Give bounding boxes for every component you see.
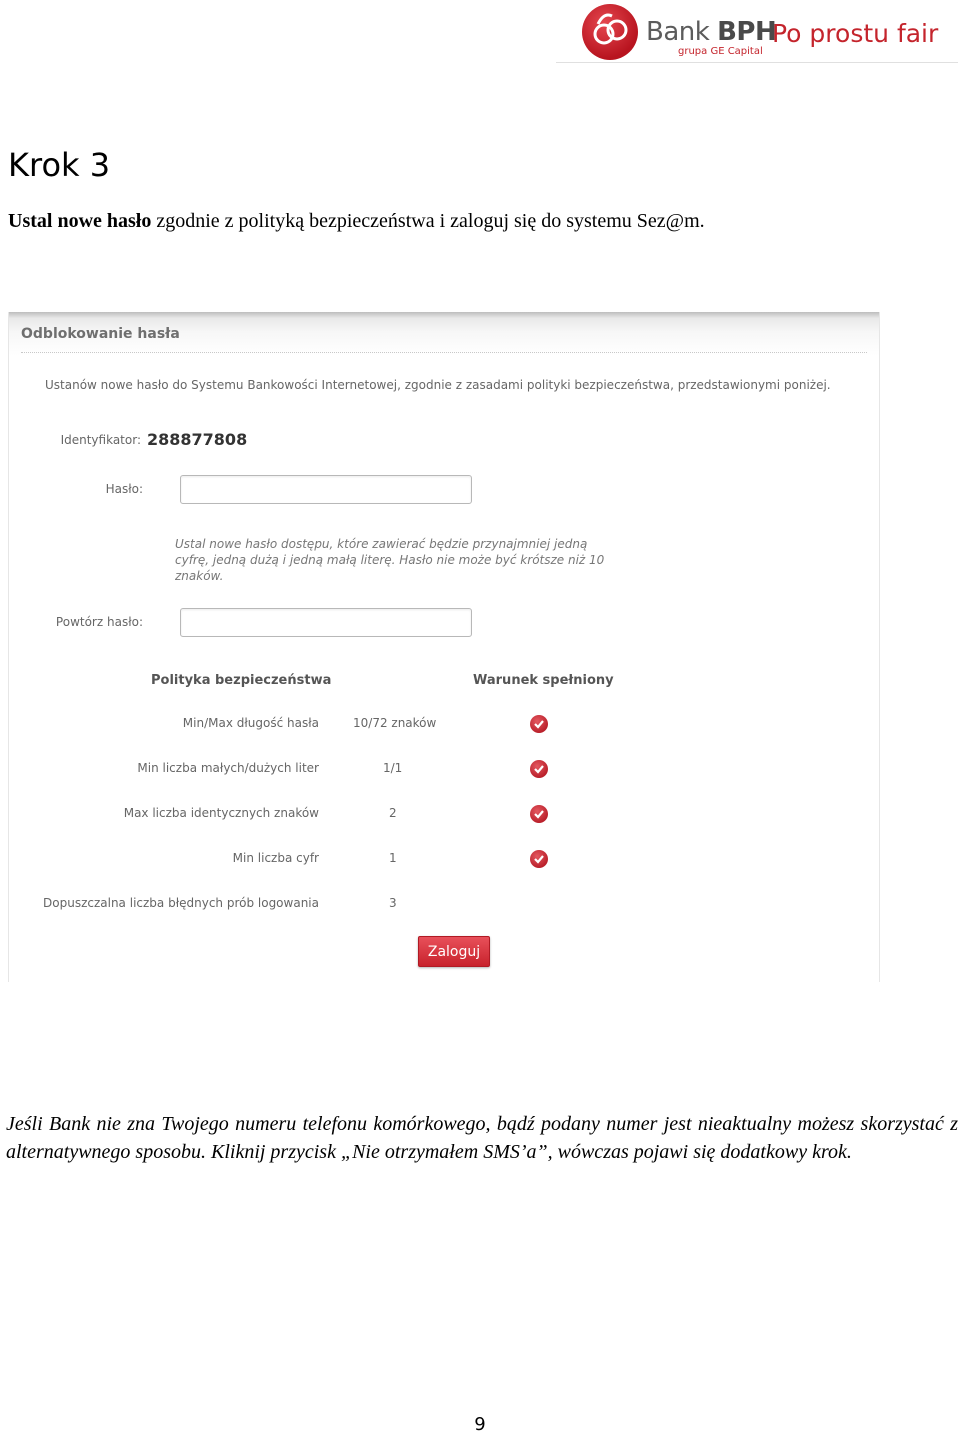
password-input[interactable]	[180, 475, 472, 504]
logo-wordmark: Bank BPH	[646, 17, 777, 47]
policy-value: 1/1	[383, 761, 403, 775]
id-label: Identyfikator:	[60, 433, 141, 447]
check-circle-icon	[530, 760, 548, 778]
step-heading: Krok 3	[8, 146, 111, 184]
panel-divider	[21, 352, 867, 353]
policy-value: 1	[389, 851, 397, 865]
policy-label: Max liczba identycznych znaków	[123, 806, 319, 820]
policy-value: 2	[389, 806, 397, 820]
policy-label: Min liczba cyfr	[232, 851, 319, 865]
password-label: Hasło:	[105, 482, 143, 496]
password-hint: Ustal nowe hasło dostępu, które zawierać będzie przynajmniej jedną cyfrę, jedną dużą i jedną małą literę. Hasło nie może być krótsze niż 10 znaków.	[175, 537, 605, 583]
policy-value: 10/72 znaków	[353, 716, 437, 730]
logo-subtitle: grupa GE Capital	[678, 46, 763, 57]
check-circle-icon	[530, 850, 548, 868]
bank-logo	[556, 0, 958, 63]
policy-label: Dopuszczalna liczba błędnych prób logowania	[43, 896, 319, 910]
status-header: Warunek spełniony	[473, 673, 614, 688]
unlock-password-panel	[8, 312, 880, 982]
policy-value: 3	[389, 896, 397, 910]
intro-bold: Ustal nowe hasło	[8, 210, 152, 232]
logo-slogan: Po prostu fair	[772, 19, 939, 48]
page-number: 9	[474, 1414, 486, 1435]
step-intro	[8, 210, 705, 233]
check-circle-icon	[530, 715, 548, 733]
id-value: 288877808	[147, 430, 248, 449]
panel-title: Odblokowanie hasła	[21, 326, 180, 342]
sms-info-paragraph: Jeśli Bank nie zna Twojego numeru telefonu komórkowego, bądź podany numer jest nieaktualny możesz skorzystać z alternatywnego sposobu. Kliknij przycisk „Nie otrzymałem SMS’a”, wówczas pojawi się dodatkowy krok.	[6, 1113, 958, 1163]
bph-emblem-icon	[582, 4, 638, 60]
panel-header	[9, 312, 879, 356]
intro-rest: zgodnie z polityką bezpieczeństwa i zaloguj się do systemu Sez@m.	[151, 210, 705, 232]
policy-label: Min/Max długość hasła	[182, 716, 319, 730]
repeat-password-input[interactable]	[180, 608, 472, 637]
policy-label: Min liczba małych/dużych liter	[137, 761, 319, 775]
policy-header: Polityka bezpieczeństwa	[151, 673, 332, 688]
repeat-password-label: Powtórz hasło:	[55, 615, 143, 629]
form-instruction: Ustanów nowe hasło do Systemu Bankowości Internetowej, zgodnie z zasadami polityki bezpieczeństwa, przedstawionymi poniżej.	[45, 378, 831, 392]
login-button[interactable]: Zaloguj	[418, 936, 490, 967]
check-circle-icon	[530, 805, 548, 823]
